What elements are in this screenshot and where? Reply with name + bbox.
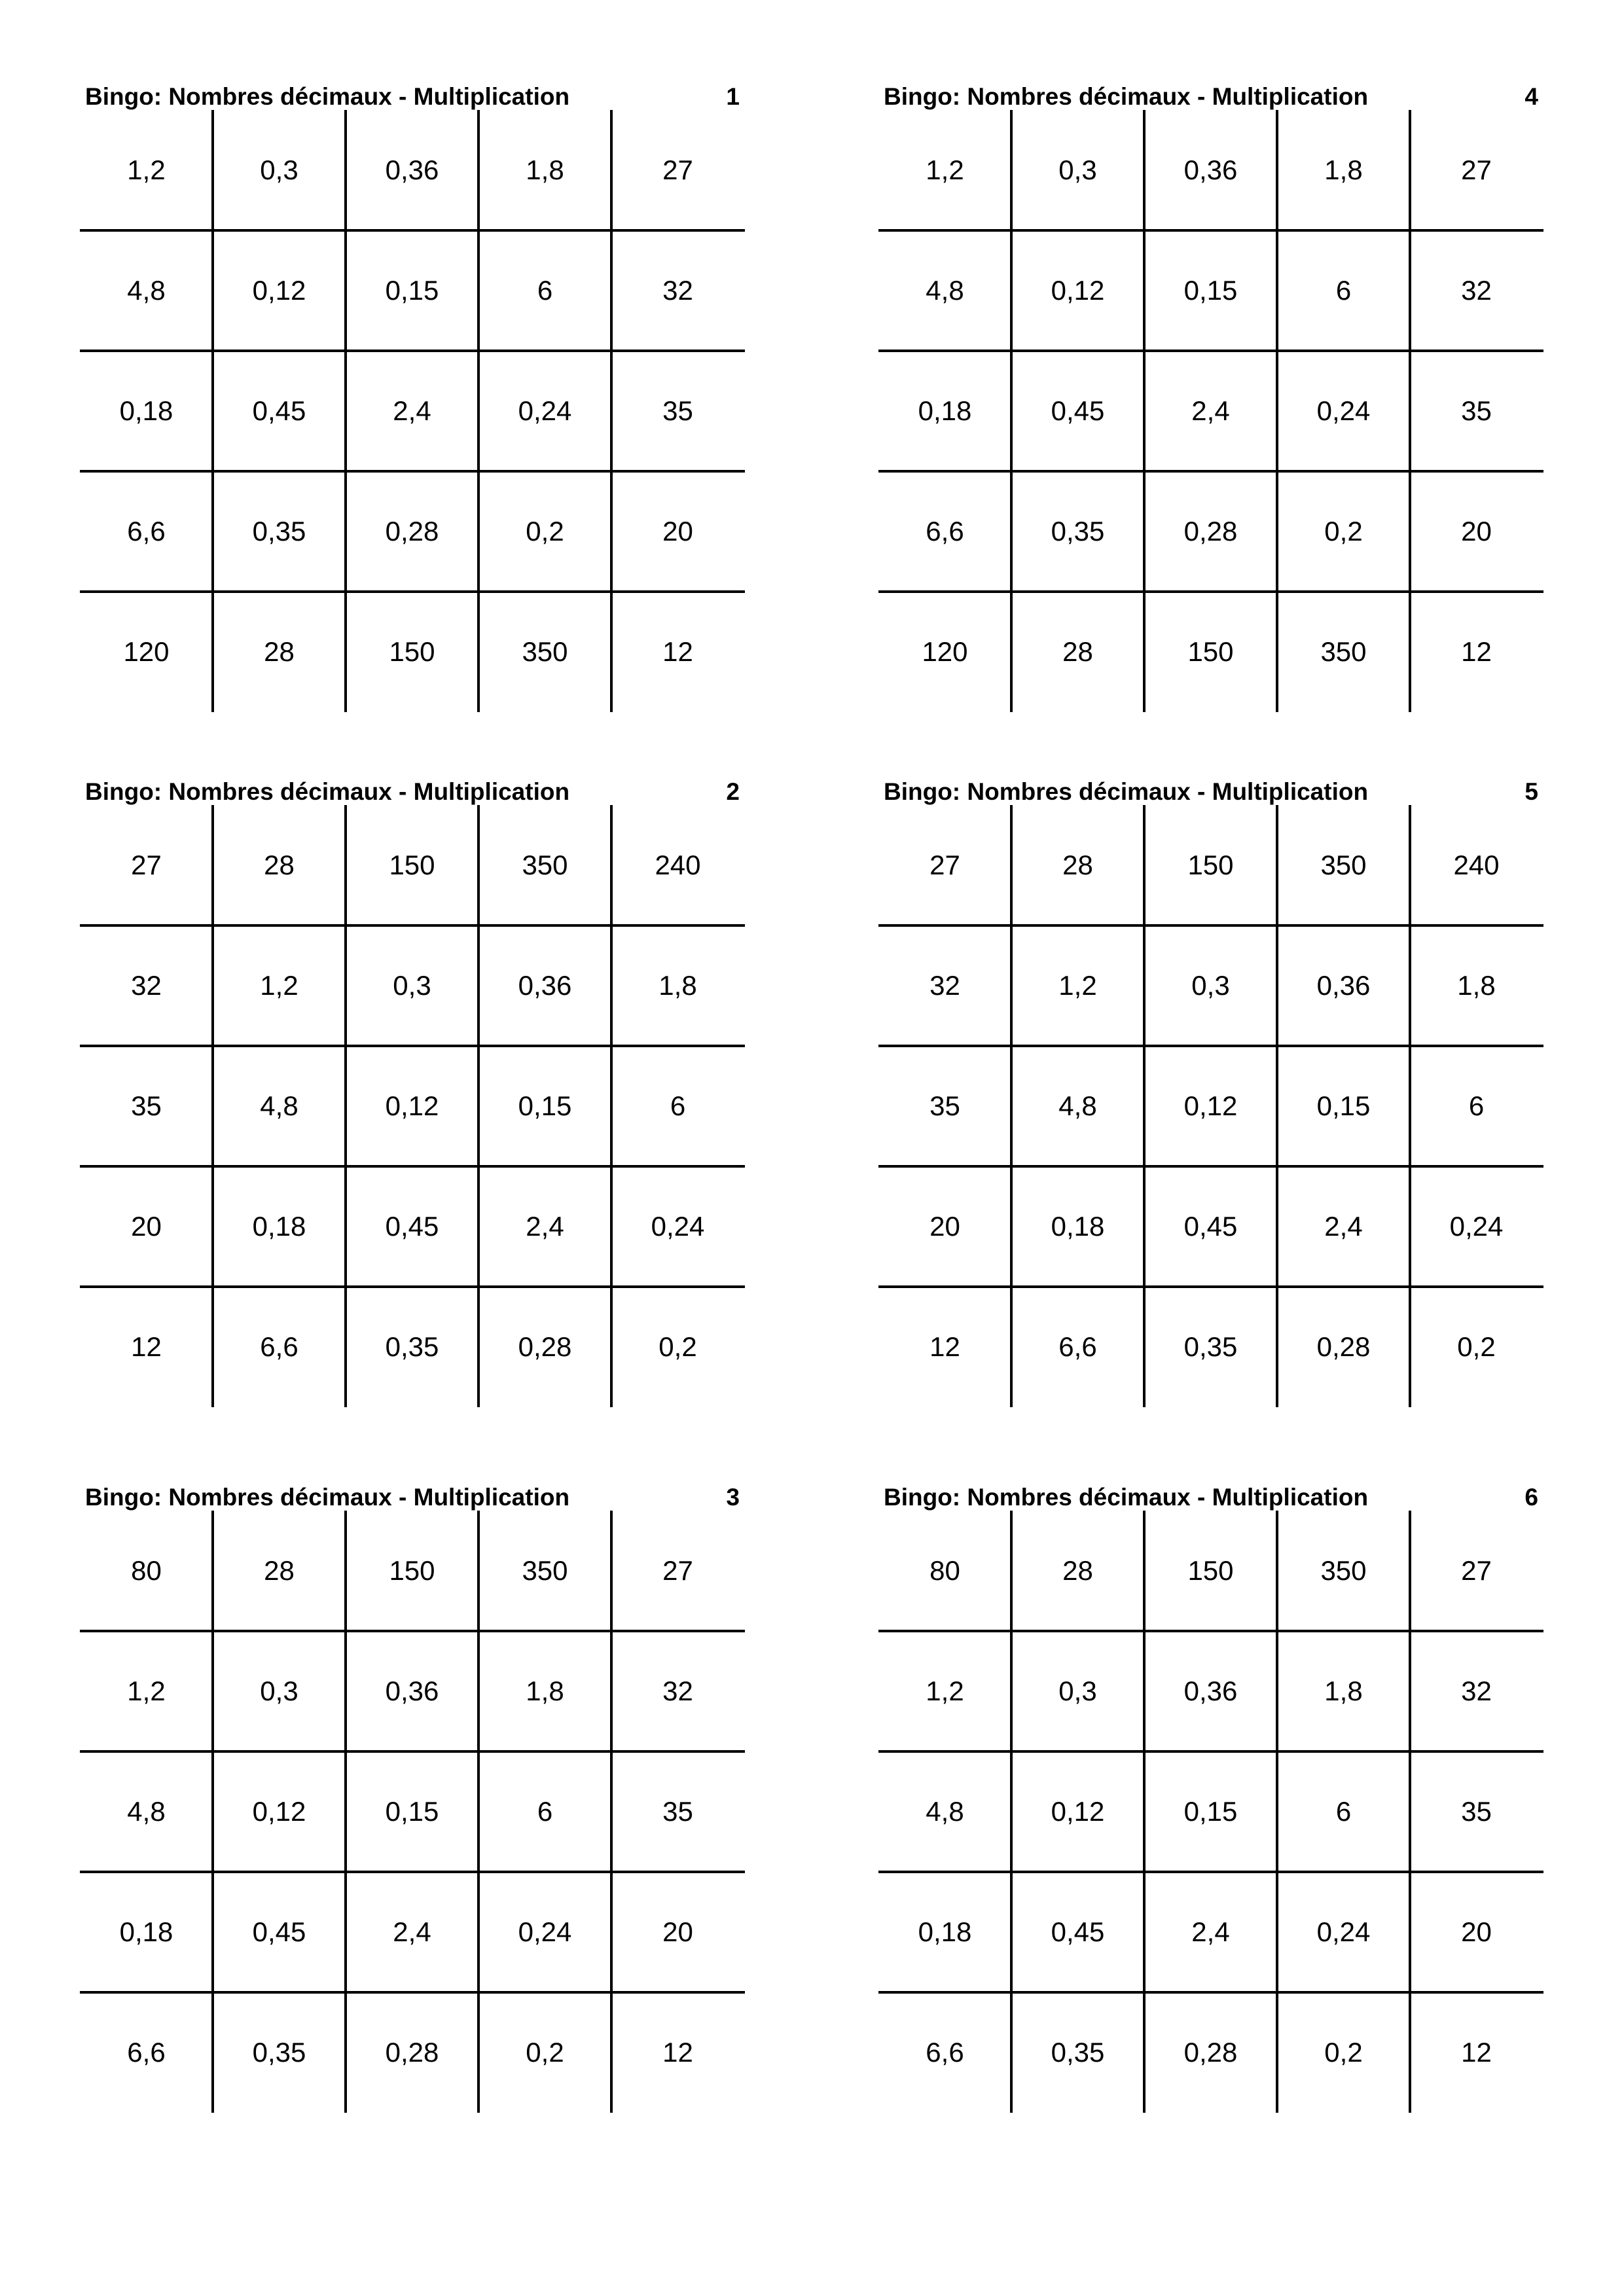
bingo-cell: 0,35 bbox=[252, 2037, 306, 2068]
bingo-cell: 6 bbox=[537, 1796, 553, 1827]
bingo-cell: 0,28 bbox=[1183, 2037, 1238, 2068]
grid-column-divider bbox=[1143, 1511, 1146, 2113]
grid-column-divider bbox=[344, 110, 347, 712]
bingo-cell: 0,35 bbox=[1051, 2037, 1105, 2068]
bingo-cell: 0,2 bbox=[1457, 1331, 1496, 1362]
bingo-cell: 0,2 bbox=[526, 2037, 564, 2068]
bingo-cell: 0,24 bbox=[1449, 1211, 1504, 1242]
bingo-cell: 0,45 bbox=[1051, 395, 1105, 426]
card-title: Bingo: Nombres décimaux - Multiplication bbox=[884, 1484, 1369, 1511]
bingo-cell: 2,4 bbox=[526, 1211, 564, 1242]
bingo-cell: 0,24 bbox=[1316, 1916, 1371, 1947]
bingo-cell: 350 bbox=[522, 636, 568, 667]
bingo-grid bbox=[878, 805, 1543, 1407]
card-number: 4 bbox=[1525, 83, 1538, 110]
grid-column-divider bbox=[1143, 805, 1146, 1407]
bingo-cell: 0,36 bbox=[385, 1676, 439, 1706]
bingo-cell: 6,6 bbox=[127, 2037, 166, 2068]
bingo-cell: 1,2 bbox=[127, 1676, 166, 1706]
grid-column-divider bbox=[1409, 110, 1411, 712]
bingo-cell: 0,18 bbox=[119, 1916, 173, 1947]
bingo-cell: 0,45 bbox=[1051, 1916, 1105, 1947]
bingo-cell: 120 bbox=[922, 636, 968, 667]
grid-column-divider bbox=[211, 110, 214, 712]
bingo-cell: 27 bbox=[662, 154, 693, 185]
card-number: 1 bbox=[726, 83, 740, 110]
bingo-cell: 4,8 bbox=[926, 1796, 964, 1827]
grid-column-divider bbox=[477, 110, 480, 712]
bingo-cell: 35 bbox=[929, 1090, 960, 1121]
bingo-cell: 0,28 bbox=[1183, 516, 1238, 547]
bingo-cell: 32 bbox=[1461, 1676, 1492, 1706]
grid-row-divider bbox=[878, 1285, 1543, 1288]
bingo-cell: 0,35 bbox=[1183, 1331, 1238, 1362]
grid-row-divider bbox=[878, 924, 1543, 927]
bingo-cell: 0,3 bbox=[260, 1676, 298, 1706]
bingo-cell: 12 bbox=[1461, 2037, 1492, 2068]
bingo-cell: 20 bbox=[662, 516, 693, 547]
bingo-cell: 4,8 bbox=[127, 1796, 166, 1827]
bingo-cell: 0,36 bbox=[385, 154, 439, 185]
bingo-cell: 1,2 bbox=[1058, 970, 1097, 1001]
bingo-cell: 35 bbox=[1461, 395, 1492, 426]
bingo-cell: 0,12 bbox=[1051, 275, 1105, 306]
bingo-cell: 0,18 bbox=[918, 1916, 972, 1947]
bingo-cell: 20 bbox=[662, 1916, 693, 1947]
grid-column-divider bbox=[610, 805, 613, 1407]
bingo-cell: 6,6 bbox=[260, 1331, 298, 1362]
bingo-grid bbox=[80, 110, 745, 712]
bingo-cell: 27 bbox=[1461, 154, 1492, 185]
bingo-cell: 0,35 bbox=[252, 516, 306, 547]
grid-column-divider bbox=[1143, 110, 1146, 712]
bingo-cell: 350 bbox=[522, 850, 568, 880]
bingo-cell: 32 bbox=[1461, 275, 1492, 306]
card-number: 5 bbox=[1525, 778, 1538, 805]
bingo-cell: 0,15 bbox=[385, 1796, 439, 1827]
bingo-cell: 0,45 bbox=[1183, 1211, 1238, 1242]
grid-column-divider bbox=[610, 1511, 613, 2113]
bingo-cell: 350 bbox=[1320, 1555, 1367, 1586]
bingo-cell: 0,12 bbox=[1051, 1796, 1105, 1827]
bingo-cell: 1,8 bbox=[1324, 1676, 1363, 1706]
bingo-cell: 0,28 bbox=[1316, 1331, 1371, 1362]
bingo-cell: 1,8 bbox=[659, 970, 697, 1001]
grid-column-divider bbox=[477, 1511, 480, 2113]
grid-column-divider bbox=[1010, 110, 1013, 712]
grid-column-divider bbox=[211, 805, 214, 1407]
bingo-cell: 0,12 bbox=[252, 275, 306, 306]
bingo-cell: 0,12 bbox=[1183, 1090, 1238, 1121]
bingo-grid bbox=[878, 1511, 1543, 2113]
bingo-cell: 6,6 bbox=[926, 2037, 964, 2068]
bingo-cell: 0,3 bbox=[393, 970, 431, 1001]
bingo-cell: 28 bbox=[1062, 636, 1093, 667]
grid-row-divider bbox=[878, 229, 1543, 232]
bingo-cell: 6,6 bbox=[926, 516, 964, 547]
grid-column-divider bbox=[1276, 110, 1278, 712]
bingo-cell: 150 bbox=[389, 636, 435, 667]
grid-row-divider bbox=[878, 590, 1543, 593]
bingo-cell: 4,8 bbox=[127, 275, 166, 306]
bingo-cell: 12 bbox=[929, 1331, 960, 1362]
bingo-cell: 0,3 bbox=[1191, 970, 1230, 1001]
grid-row-divider bbox=[878, 1165, 1543, 1168]
bingo-cell: 0,36 bbox=[518, 970, 572, 1001]
bingo-cell: 28 bbox=[264, 636, 295, 667]
bingo-cell: 2,4 bbox=[393, 1916, 431, 1947]
grid-column-divider bbox=[477, 805, 480, 1407]
bingo-cell: 20 bbox=[131, 1211, 162, 1242]
bingo-cell: 4,8 bbox=[926, 275, 964, 306]
bingo-cell: 0,45 bbox=[252, 1916, 306, 1947]
bingo-cell: 0,36 bbox=[1183, 1676, 1238, 1706]
bingo-cell: 0,15 bbox=[385, 275, 439, 306]
bingo-cell: 2,4 bbox=[1324, 1211, 1363, 1242]
bingo-cell: 12 bbox=[1461, 636, 1492, 667]
grid-row-divider bbox=[80, 1285, 745, 1288]
bingo-cell: 240 bbox=[1453, 850, 1500, 880]
card-title: Bingo: Nombres décimaux - Multiplication bbox=[85, 778, 570, 805]
card-number: 6 bbox=[1525, 1484, 1538, 1511]
grid-row-divider bbox=[80, 229, 745, 232]
bingo-cell: 150 bbox=[1187, 850, 1234, 880]
bingo-cell: 0,35 bbox=[385, 1331, 439, 1362]
bingo-cell: 4,8 bbox=[1058, 1090, 1097, 1121]
bingo-cell: 4,8 bbox=[260, 1090, 298, 1121]
bingo-cell: 0,28 bbox=[385, 2037, 439, 2068]
card-title: Bingo: Nombres décimaux - Multiplication bbox=[85, 83, 570, 110]
bingo-grid bbox=[878, 110, 1543, 712]
bingo-cell: 27 bbox=[1461, 1555, 1492, 1586]
bingo-cell: 150 bbox=[1187, 636, 1234, 667]
bingo-cell: 28 bbox=[264, 1555, 295, 1586]
bingo-cell: 0,24 bbox=[518, 395, 572, 426]
grid-row-divider bbox=[878, 350, 1543, 352]
bingo-cell: 0,3 bbox=[260, 154, 298, 185]
bingo-cell: 0,28 bbox=[518, 1331, 572, 1362]
bingo-cell: 28 bbox=[1062, 1555, 1093, 1586]
bingo-cell: 20 bbox=[1461, 1916, 1492, 1947]
bingo-cell: 150 bbox=[1187, 1555, 1234, 1586]
bingo-cell: 0,15 bbox=[1316, 1090, 1371, 1121]
bingo-cell: 2,4 bbox=[393, 395, 431, 426]
bingo-cell: 0,2 bbox=[526, 516, 564, 547]
grid-row-divider bbox=[878, 1750, 1543, 1753]
bingo-cell: 12 bbox=[662, 2037, 693, 2068]
bingo-cell: 35 bbox=[131, 1090, 162, 1121]
bingo-cell: 0,12 bbox=[252, 1796, 306, 1827]
bingo-cell: 35 bbox=[1461, 1796, 1492, 1827]
bingo-cell: 0,15 bbox=[1183, 275, 1238, 306]
bingo-cell: 0,18 bbox=[918, 395, 972, 426]
grid-row-divider bbox=[80, 1871, 745, 1873]
grid-column-divider bbox=[1010, 805, 1013, 1407]
bingo-cell: 6 bbox=[1335, 1796, 1352, 1827]
bingo-cell: 1,8 bbox=[1324, 154, 1363, 185]
bingo-cell: 28 bbox=[264, 850, 295, 880]
bingo-cell: 0,28 bbox=[385, 516, 439, 547]
bingo-cell: 20 bbox=[1461, 516, 1492, 547]
bingo-cell: 27 bbox=[131, 850, 162, 880]
bingo-cell: 32 bbox=[929, 970, 960, 1001]
bingo-cell: 0,24 bbox=[1316, 395, 1371, 426]
card-title: Bingo: Nombres décimaux - Multiplication bbox=[85, 1484, 570, 1511]
bingo-cell: 6,6 bbox=[127, 516, 166, 547]
bingo-cell: 0,2 bbox=[1324, 516, 1363, 547]
bingo-cell: 1,8 bbox=[526, 154, 564, 185]
bingo-cell: 1,2 bbox=[127, 154, 166, 185]
grid-row-divider bbox=[878, 1991, 1543, 1994]
bingo-cell: 0,18 bbox=[1051, 1211, 1105, 1242]
grid-row-divider bbox=[80, 590, 745, 593]
bingo-cell: 0,2 bbox=[659, 1331, 697, 1362]
bingo-cell: 240 bbox=[655, 850, 701, 880]
bingo-cell: 1,8 bbox=[526, 1676, 564, 1706]
bingo-cell: 6 bbox=[537, 275, 553, 306]
bingo-cell: 28 bbox=[1062, 850, 1093, 880]
card-title: Bingo: Nombres décimaux - Multiplication bbox=[884, 778, 1369, 805]
bingo-grid bbox=[80, 805, 745, 1407]
grid-row-divider bbox=[80, 350, 745, 352]
bingo-cell: 27 bbox=[662, 1555, 693, 1586]
bingo-cell: 0,36 bbox=[1316, 970, 1371, 1001]
bingo-cell: 32 bbox=[662, 1676, 693, 1706]
grid-row-divider bbox=[878, 470, 1543, 473]
bingo-cell: 350 bbox=[522, 1555, 568, 1586]
bingo-cell: 0,24 bbox=[518, 1916, 572, 1947]
bingo-cell: 80 bbox=[131, 1555, 162, 1586]
bingo-cell: 20 bbox=[929, 1211, 960, 1242]
grid-column-divider bbox=[1276, 1511, 1278, 2113]
bingo-cell: 2,4 bbox=[1191, 395, 1230, 426]
bingo-cell: 35 bbox=[662, 1796, 693, 1827]
bingo-cell: 0,18 bbox=[252, 1211, 306, 1242]
bingo-cell: 27 bbox=[929, 850, 960, 880]
bingo-cell: 0,18 bbox=[119, 395, 173, 426]
bingo-cell: 32 bbox=[662, 275, 693, 306]
grid-column-divider bbox=[1409, 805, 1411, 1407]
bingo-cell: 6 bbox=[1335, 275, 1352, 306]
grid-row-divider bbox=[80, 470, 745, 473]
grid-row-divider bbox=[878, 1871, 1543, 1873]
grid-row-divider bbox=[80, 924, 745, 927]
bingo-cell: 32 bbox=[131, 970, 162, 1001]
grid-row-divider bbox=[80, 1750, 745, 1753]
bingo-cell: 0,36 bbox=[1183, 154, 1238, 185]
grid-column-divider bbox=[344, 1511, 347, 2113]
grid-row-divider bbox=[878, 1630, 1543, 1632]
bingo-cell: 120 bbox=[123, 636, 170, 667]
bingo-cell: 350 bbox=[1320, 850, 1367, 880]
bingo-cell: 150 bbox=[389, 1555, 435, 1586]
card-title: Bingo: Nombres décimaux - Multiplication bbox=[884, 83, 1369, 110]
bingo-cell: 150 bbox=[389, 850, 435, 880]
grid-column-divider bbox=[1409, 1511, 1411, 2113]
grid-row-divider bbox=[878, 1045, 1543, 1047]
grid-column-divider bbox=[344, 805, 347, 1407]
bingo-cell: 0,45 bbox=[252, 395, 306, 426]
bingo-cell: 1,2 bbox=[926, 154, 964, 185]
grid-row-divider bbox=[80, 1630, 745, 1632]
bingo-cell: 0,2 bbox=[1324, 2037, 1363, 2068]
bingo-cell: 0,24 bbox=[651, 1211, 705, 1242]
bingo-cell: 80 bbox=[929, 1555, 960, 1586]
bingo-cell: 6 bbox=[1468, 1090, 1485, 1121]
bingo-cell: 2,4 bbox=[1191, 1916, 1230, 1947]
grid-column-divider bbox=[1276, 805, 1278, 1407]
bingo-cell: 0,15 bbox=[1183, 1796, 1238, 1827]
grid-row-divider bbox=[80, 1991, 745, 1994]
bingo-grid bbox=[80, 1511, 745, 2113]
bingo-cell: 0,15 bbox=[518, 1090, 572, 1121]
bingo-cell: 1,8 bbox=[1457, 970, 1496, 1001]
bingo-cell: 0,3 bbox=[1058, 1676, 1097, 1706]
bingo-cell: 0,12 bbox=[385, 1090, 439, 1121]
bingo-cell: 6 bbox=[670, 1090, 686, 1121]
grid-column-divider bbox=[1010, 1511, 1013, 2113]
bingo-cell: 350 bbox=[1320, 636, 1367, 667]
grid-column-divider bbox=[211, 1511, 214, 2113]
bingo-cell: 1,2 bbox=[260, 970, 298, 1001]
grid-column-divider bbox=[610, 110, 613, 712]
bingo-cell: 6,6 bbox=[1058, 1331, 1097, 1362]
bingo-cell: 12 bbox=[131, 1331, 162, 1362]
grid-row-divider bbox=[80, 1045, 745, 1047]
bingo-cell: 0,45 bbox=[385, 1211, 439, 1242]
bingo-cell: 12 bbox=[662, 636, 693, 667]
card-number: 3 bbox=[726, 1484, 740, 1511]
bingo-cell: 0,35 bbox=[1051, 516, 1105, 547]
bingo-cell: 0,3 bbox=[1058, 154, 1097, 185]
bingo-cell: 1,2 bbox=[926, 1676, 964, 1706]
bingo-cell: 35 bbox=[662, 395, 693, 426]
card-number: 2 bbox=[726, 778, 740, 805]
grid-row-divider bbox=[80, 1165, 745, 1168]
